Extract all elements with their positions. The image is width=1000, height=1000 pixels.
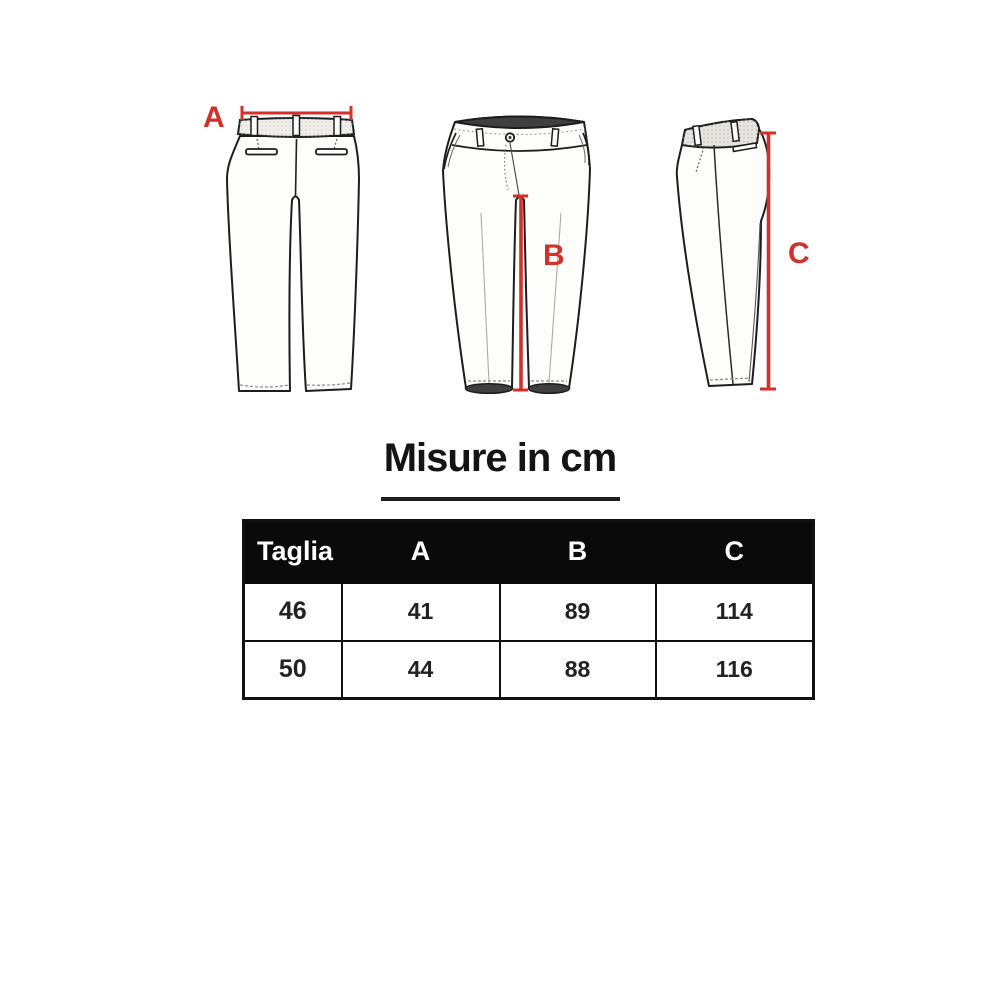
hem-opening-right [529, 384, 570, 394]
belt-loop [551, 129, 558, 146]
header-b: B [500, 521, 656, 583]
size-table-header-row [244, 521, 814, 583]
measurement-label-a: A [203, 101, 225, 134]
table-row [244, 583, 814, 641]
belt-loop [476, 129, 483, 146]
pants-back-view-illustration [193, 93, 375, 411]
center-back-seam [296, 139, 297, 197]
back-pocket-right [316, 149, 347, 155]
table-row [244, 641, 814, 699]
pants-front-view-illustration [428, 93, 605, 411]
pants-side-view-illustration [663, 93, 815, 411]
size-value: 46 [244, 583, 342, 641]
belt-loop [293, 116, 300, 136]
back-pocket-left [246, 149, 277, 155]
measure-b-value: 89 [500, 583, 656, 641]
measurement-label-c: C [788, 237, 810, 270]
page-title: Misure in cm [383, 436, 617, 480]
belt-loop [731, 122, 739, 142]
belt-loop [251, 117, 258, 136]
title-underline [381, 497, 620, 501]
hem-opening-left [466, 384, 513, 394]
pants-front-body [443, 117, 590, 394]
belt-loop [334, 117, 341, 136]
size-table [242, 519, 815, 700]
belt-loop [693, 126, 701, 146]
header-c: C [656, 521, 814, 583]
measure-b-value: 88 [500, 641, 656, 699]
measurement-label-b: B [543, 239, 565, 272]
measure-a-value: 44 [342, 641, 500, 699]
header-a: A [342, 521, 500, 583]
pants-back-body [227, 116, 359, 392]
header-taglia: Taglia [244, 521, 342, 583]
size-value: 50 [244, 641, 342, 699]
pants-side-body [677, 119, 769, 386]
measure-c-value: 116 [656, 641, 814, 699]
measure-c-value: 114 [656, 583, 814, 641]
measure-a-value: 41 [342, 583, 500, 641]
